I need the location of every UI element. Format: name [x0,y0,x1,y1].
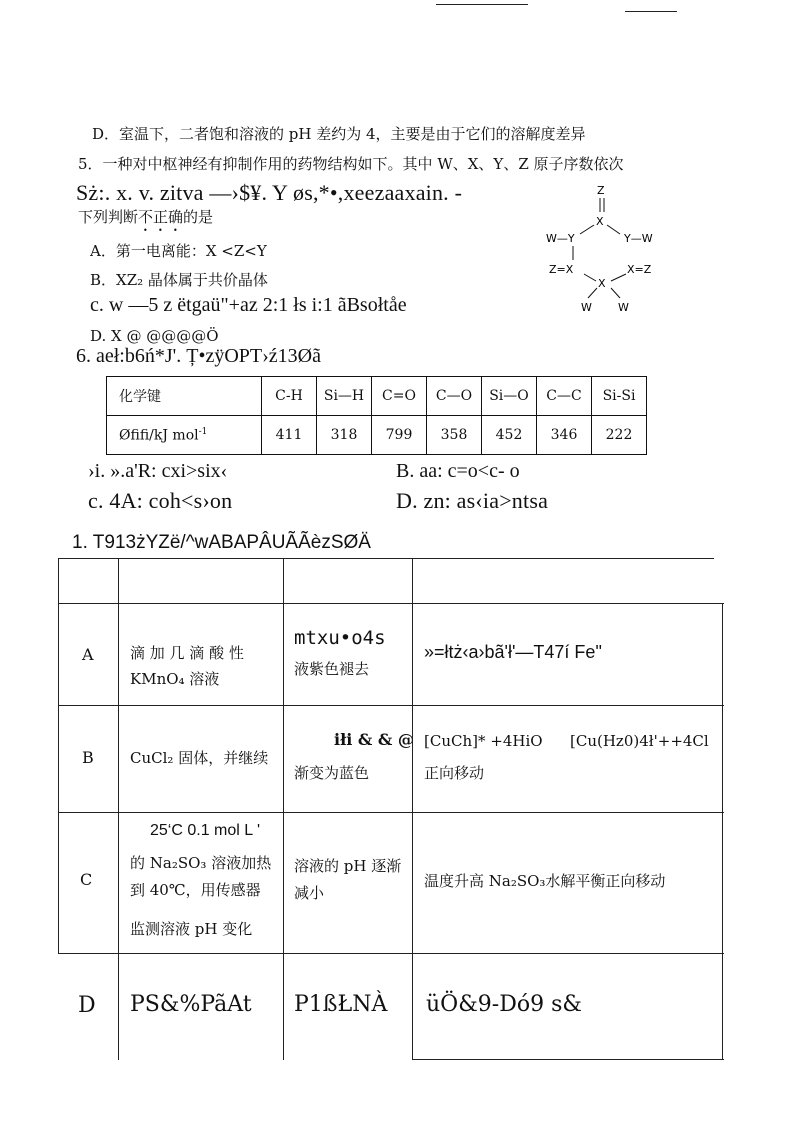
q5-garbled-line: Sż:. x. v. zitva —›$¥. Y øs,*•,xeezaaxain. - [76,180,463,205]
q5-option-b: B．XZ₂ 晶体属于共价晶体 [90,271,268,289]
row-c-col1-l4: 监测溶液 pH 变化 [130,920,253,938]
bond-table-cell: 358 [427,416,482,455]
row-a-letter: A [82,645,94,664]
row-a-col2-bottom: 液紫色褪去 [294,660,370,678]
bond-table-cell: 222 [592,416,647,455]
q5-stem: 5．一种对中枢神经有抑制作用的药物结构如下。其中 W、X、Y、Z 原子序数依次 [78,155,624,173]
row-d-col3: üÖ&9-Dó9 s& [426,992,582,1017]
bond-table-cell: 411 [262,416,317,455]
header-rule-right [625,11,677,12]
q7-stem: 1. T913żYZë/^wABAPÂUÃÃèzSØÄ [72,532,371,553]
row-c-letter: C [80,870,93,889]
bond-table-row-values [107,416,647,455]
table-rule [58,558,59,953]
q5-prompt [78,206,213,235]
bond-table-row-header [107,377,647,416]
bond-table-cell: Si—O [482,377,537,416]
struct-w-bottom-right: W [618,301,629,314]
table-rule [722,603,723,1060]
q5-prompt-post: 的是 [183,208,214,226]
bond-energy-unit-sup: -1 [198,426,208,437]
q6-option-a: ›i. ».a'R: cxi>six‹ [88,460,228,482]
q5-option-d: D. X @ @@@@Ö [90,327,219,345]
row-c-col2-l2: 减小 [294,884,325,902]
table-rule [58,812,724,813]
row-b-col3-top-a: [CuCh]* +4HiO [424,732,543,750]
table-rule [58,705,724,706]
struct-y-w-right: Y—W [624,232,653,245]
bond-table-cell: Si—H [317,377,372,416]
row-c-col3: 温度升高 Na₂SO₃水解平衡正向移动 [424,872,666,890]
row-c-col1-l1: 25‘C 0.1 mol L ' [150,822,261,839]
q5-prompt-emphasis: 不正确 [138,208,184,226]
table-rule [283,558,284,1060]
struct-z-top: Z [597,184,605,197]
bond-table-cell [107,416,262,455]
bond-energy-label: Øfifi/kJ mol [119,427,199,444]
row-a-col3: »=łtż‹a›bã'ł'—T47í Fe" [424,642,602,662]
bond-table-cell: C=O [372,377,427,416]
bond-table-cell: C—C [537,377,592,416]
struct-w-y-left: W—Y [546,232,575,245]
row-b-col2-top: iłi & & @ [334,730,414,749]
row-d-letter: D [78,993,96,1018]
struct-z-eq-x-left: Z=X [549,263,574,276]
bond-table-cell: Si-Si [592,377,647,416]
row-b-col2-bottom: 渐变为蓝色 [294,764,370,782]
bond-table-cell: C—O [427,377,482,416]
bond-table-cell: 346 [537,416,592,455]
row-c-col1-l3: 到 40℃，用传感器 [130,881,261,899]
struct-x-eq-z-right: X=Z [627,263,652,276]
struct-w-bottom-left: W [581,301,592,314]
bond-table-cell: 452 [482,416,537,455]
row-b-letter: B [82,748,94,767]
row-b-col1: CuCl₂ 固体，并继续 [130,749,269,767]
prev-option-d: D．室温下，二者饱和溶液的 pH 差约为 4，主要是由于它们的溶解度差异 [92,125,586,143]
table-rule [58,558,714,559]
table-rule [118,558,119,1060]
q5-prompt-pre: 下列判断 [78,208,139,226]
molecule-structure [540,180,680,315]
bond-table-cell: C-H [262,377,317,416]
row-d-col1: PS&%PãAt [130,992,252,1017]
q6-option-c: c. 4A: coh<s›on [88,488,233,513]
row-a-col2-top: mtxu•o4s [294,627,386,649]
q5-option-c: c. w —5 z ëtgaü"+az 2:1 łs i:1 ãBsołtåe [90,294,407,316]
row-a-col1: 滴 加 几 滴 酸 性 KMnO₄ 溶液 [130,644,244,688]
q5-option-a: A．第一电离能：X <Z<Y [90,242,267,260]
bond-table-cell: 化学键 [107,377,262,416]
header-rule-left [436,4,528,5]
row-c-col1-l2: 的 Na₂SO₃ 溶液加热 [130,854,272,872]
q6-option-d: D. zn: as‹ia>ntsa [396,488,549,513]
bond-energy-table [106,376,647,455]
struct-x-top: X [596,215,604,228]
bond-table-cell: 799 [372,416,427,455]
q6-option-b: B. aa: c=o<c- o [396,460,520,482]
bond-table-cell: 318 [317,416,372,455]
q6-stem: 6. aeł:b6ń*J'. Ț•zÿOPT›ź13Øã [76,345,321,367]
table-rule [58,953,724,954]
table-rule [58,603,724,604]
table-rule [412,558,413,1060]
row-d-col2: P1ßŁNÀ [294,992,388,1017]
row-b-col3-top-b: [Cu(Hz0)4ł'++4Cl [570,732,709,750]
struct-x-bottom: X [598,277,606,290]
row-b-col3-bottom: 正向移动 [424,764,485,782]
row-c-col2-l1: 溶液的 pH 逐渐 [294,857,402,875]
table-rule [412,1059,724,1060]
